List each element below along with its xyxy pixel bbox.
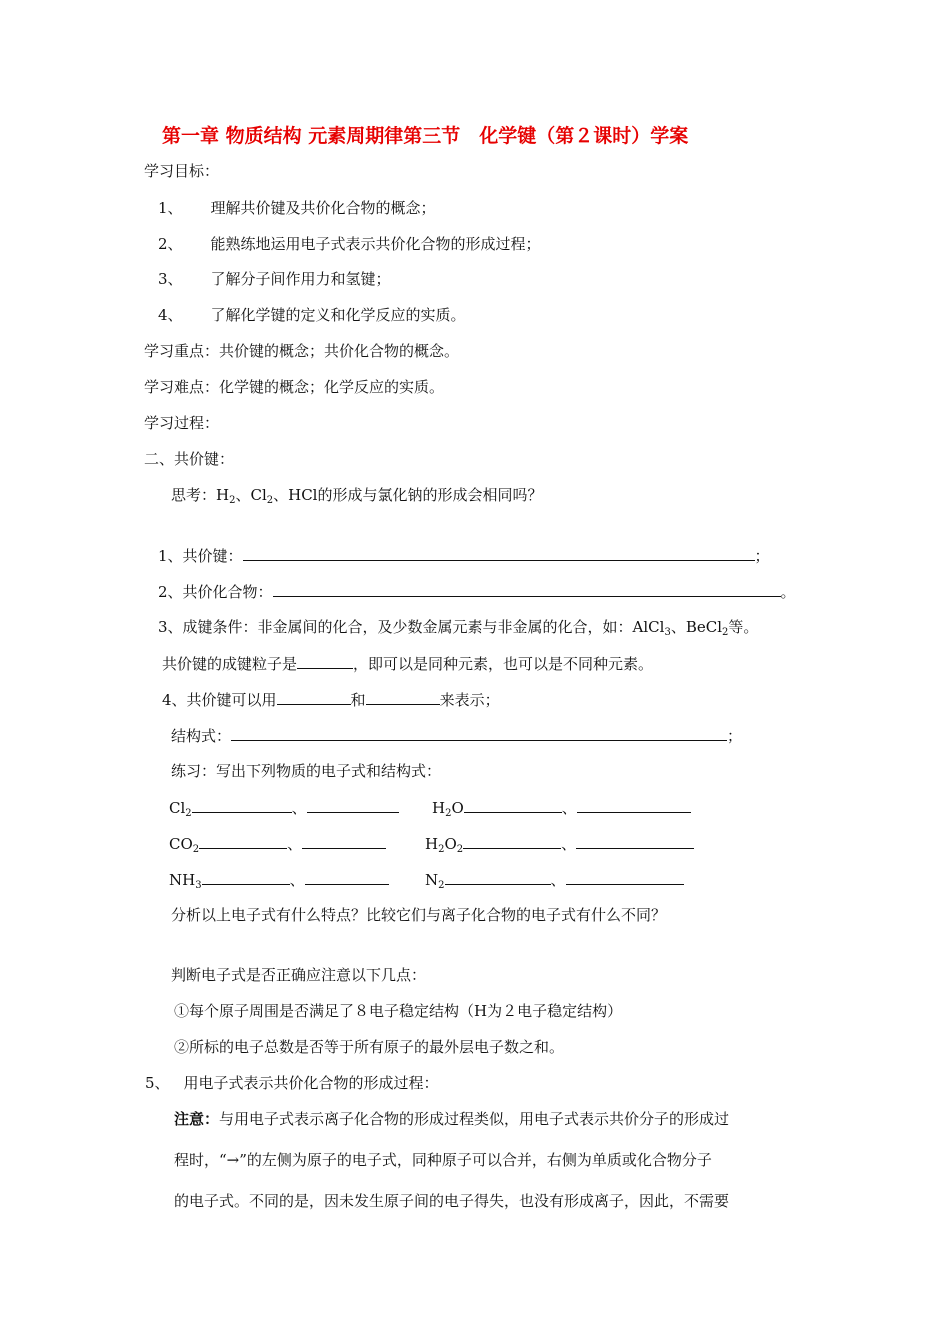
- formula-co2: $CO_2$ 、: [169, 833, 386, 854]
- exercise-heading: 练习：写出下列物质的电子式和结构式：: [171, 762, 442, 780]
- question-2: 2、共价化合物： 。: [158, 583, 796, 601]
- answer-blank[interactable]: [366, 689, 440, 705]
- question-4: 4、共价键可以用 和 来表示；: [162, 691, 500, 709]
- objective-item-1: 1、 理解共价键及共价化合物的概念；: [158, 199, 436, 217]
- objectives-heading: 学习目标：: [144, 162, 220, 180]
- answer-blank[interactable]: [577, 797, 691, 813]
- structural-formula: 结构式： ；: [171, 727, 743, 745]
- judge-point-1: ①每个原子周围是否满足了８电子稳定结构（H为２电子稳定结构）: [174, 1002, 623, 1020]
- formula-cl2: $Cl_2$ 、: [169, 797, 399, 818]
- objective-item-3: 3、 了解分子间作用力和氢键；: [158, 270, 391, 288]
- note-label: 注意：: [174, 1110, 220, 1128]
- analysis-question: 分析以上电子式有什么特点？比较它们与离子化合物的电子式有什么不同？: [171, 906, 667, 924]
- answer-blank[interactable]: [463, 833, 561, 849]
- answer-blank[interactable]: [277, 689, 351, 705]
- difficulties: 学习难点：化学键的概念；化学反应的实质。: [144, 378, 445, 396]
- question-1: 1、共价键： ；: [158, 547, 770, 565]
- judge-heading: 判断电子式是否正确应注意以下几点：: [171, 966, 427, 984]
- answer-blank[interactable]: [297, 653, 353, 669]
- think-question: 思考：$H_2$、$Cl_2$、HCl的形成与氯化钠的形成会相同吗？: [171, 486, 543, 506]
- answer-blank[interactable]: [273, 581, 781, 597]
- note-line-2: 程时，“→”的左侧为原子的电子式，同种原子可以合并，右侧为单质或化合物分子: [174, 1151, 712, 1169]
- answer-blank[interactable]: [445, 869, 551, 885]
- answer-blank[interactable]: [243, 545, 755, 561]
- answer-blank[interactable]: [192, 797, 292, 813]
- answer-blank[interactable]: [231, 725, 727, 741]
- answer-blank[interactable]: [302, 833, 386, 849]
- formula-n2: $N_2$ 、: [425, 869, 684, 890]
- question-3: 3、成键条件：非金属间的化合，及少数金属元素与非金属的化合，如：AlCl$_3$、BeCl$_2$等。: [158, 618, 759, 638]
- answer-blank[interactable]: [199, 833, 287, 849]
- objective-item-2: 2、 能熟练地运用电子式表示共价化合物的形成过程；: [158, 235, 541, 253]
- question-3b: 共价键的成键粒子是 ，即可以是同种元素，也可以是不同种元素。: [162, 655, 654, 673]
- answer-blank[interactable]: [566, 869, 684, 885]
- key-points: 学习重点：共价键的概念；共价化合物的概念。: [144, 342, 460, 360]
- note-line-3: 的电子式。不同的是，因未发生原子间的电子得失，也没有形成离子，因此，不需要: [174, 1192, 730, 1210]
- formula-h2o: $H_2O$ 、: [432, 797, 691, 818]
- answer-blank[interactable]: [307, 797, 399, 813]
- answer-blank[interactable]: [202, 869, 290, 885]
- answer-blank[interactable]: [576, 833, 694, 849]
- answer-blank[interactable]: [305, 869, 389, 885]
- question-5: 5、 用电子式表示共价化合物的形成过程：: [145, 1074, 439, 1092]
- note-line-1: 注意：与用电子式表示离子化合物的形成过程类似，用电子式表示共价分子的形成过: [174, 1110, 730, 1128]
- process-heading: 学习过程：: [144, 414, 220, 432]
- judge-point-2: ②所标的电子总数是否等于所有原子的最外层电子数之和。: [174, 1038, 565, 1056]
- page-title: 第一章 物质结构 元素周期律第三节 化学键（第２课时）学案: [162, 125, 689, 147]
- objective-item-4: 4、 了解化学键的定义和化学反应的实质。: [158, 306, 466, 324]
- section-heading: 二、共价键：: [144, 450, 235, 468]
- answer-blank[interactable]: [464, 797, 562, 813]
- formula-nh3: $NH_3$ 、: [169, 869, 389, 890]
- formula-h2o2: $H_2O_2$ 、: [425, 833, 694, 854]
